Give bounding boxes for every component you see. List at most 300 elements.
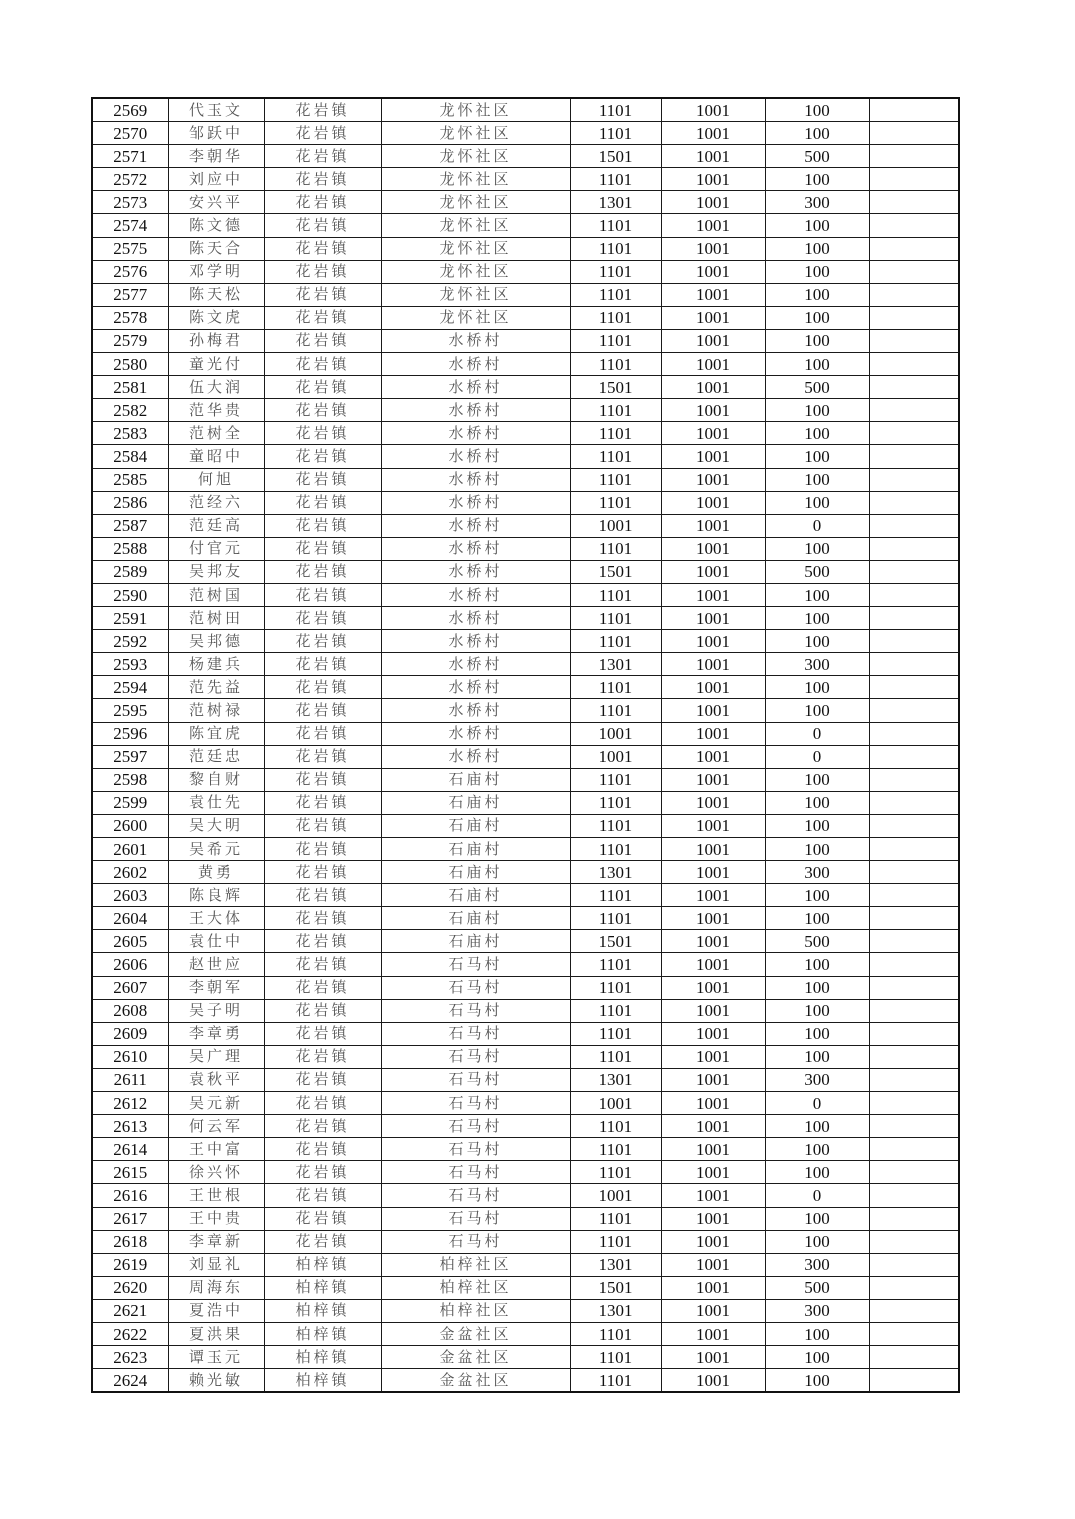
cell-code2: 1001 <box>661 514 765 537</box>
cell-amount: 100 <box>765 306 869 329</box>
table-row <box>92 722 959 745</box>
cell-code2: 1001 <box>661 1207 765 1230</box>
cell-code2: 1001 <box>661 583 765 606</box>
cell-town: 花岩镇 <box>264 1022 381 1045</box>
cell-name: 范树禄 <box>168 699 264 722</box>
cell-town: 花岩镇 <box>264 98 381 122</box>
cell-code2: 1001 <box>661 98 765 122</box>
table-row <box>92 930 959 953</box>
cell-code2: 1001 <box>661 653 765 676</box>
cell-town: 花岩镇 <box>264 260 381 283</box>
cell-remark <box>869 214 959 237</box>
table-row <box>92 630 959 653</box>
table-row <box>92 283 959 306</box>
cell-town: 花岩镇 <box>264 630 381 653</box>
cell-village: 石马村 <box>381 1068 570 1091</box>
cell-remark <box>869 653 959 676</box>
cell-remark <box>869 353 959 376</box>
cell-code1: 1101 <box>570 537 661 560</box>
cell-number: 2622 <box>92 1322 168 1345</box>
cell-name: 吴元新 <box>168 1092 264 1115</box>
cell-remark <box>869 145 959 168</box>
cell-village: 水桥村 <box>381 676 570 699</box>
cell-code2: 1001 <box>661 260 765 283</box>
cell-remark <box>869 237 959 260</box>
cell-amount: 100 <box>765 168 869 191</box>
cell-town: 花岩镇 <box>264 607 381 630</box>
cell-remark <box>869 1022 959 1045</box>
cell-village: 水桥村 <box>381 583 570 606</box>
cell-village: 石马村 <box>381 1184 570 1207</box>
cell-code2: 1001 <box>661 814 765 837</box>
cell-code1: 1101 <box>570 907 661 930</box>
cell-code1: 1101 <box>570 237 661 260</box>
cell-code2: 1001 <box>661 560 765 583</box>
cell-amount: 100 <box>765 1045 869 1068</box>
cell-village: 石马村 <box>381 976 570 999</box>
cell-number: 2603 <box>92 884 168 907</box>
cell-remark <box>869 560 959 583</box>
cell-number: 2569 <box>92 98 168 122</box>
cell-village: 龙怀社区 <box>381 98 570 122</box>
table-row <box>92 1022 959 1045</box>
cell-number: 2623 <box>92 1346 168 1369</box>
cell-village: 石马村 <box>381 953 570 976</box>
cell-town: 花岩镇 <box>264 676 381 699</box>
cell-code1: 1101 <box>570 607 661 630</box>
cell-name: 袁仕先 <box>168 791 264 814</box>
cell-code2: 1001 <box>661 838 765 861</box>
cell-code2: 1001 <box>661 145 765 168</box>
cell-name: 刘显礼 <box>168 1253 264 1276</box>
cell-village: 柏梓社区 <box>381 1253 570 1276</box>
cell-code2: 1001 <box>661 468 765 491</box>
cell-name: 童光付 <box>168 353 264 376</box>
cell-remark <box>869 1045 959 1068</box>
cell-remark <box>869 791 959 814</box>
cell-village: 石庙村 <box>381 861 570 884</box>
cell-number: 2606 <box>92 953 168 976</box>
cell-name: 吴广理 <box>168 1045 264 1068</box>
cell-code1: 1101 <box>570 1138 661 1161</box>
cell-name: 吴希元 <box>168 838 264 861</box>
cell-number: 2620 <box>92 1276 168 1299</box>
cell-remark <box>869 1138 959 1161</box>
cell-number: 2591 <box>92 607 168 630</box>
table-row <box>92 1207 959 1230</box>
cell-code1: 1101 <box>570 353 661 376</box>
cell-name: 吴邦友 <box>168 560 264 583</box>
cell-town: 花岩镇 <box>264 560 381 583</box>
cell-number: 2595 <box>92 699 168 722</box>
cell-amount: 300 <box>765 191 869 214</box>
cell-number: 2582 <box>92 399 168 422</box>
cell-village: 水桥村 <box>381 329 570 352</box>
cell-code2: 1001 <box>661 1068 765 1091</box>
cell-remark <box>869 537 959 560</box>
cell-code2: 1001 <box>661 676 765 699</box>
cell-amount: 100 <box>765 399 869 422</box>
cell-code1: 1101 <box>570 1346 661 1369</box>
cell-number: 2571 <box>92 145 168 168</box>
cell-amount: 500 <box>765 145 869 168</box>
cell-name: 徐兴怀 <box>168 1161 264 1184</box>
cell-name: 赵世应 <box>168 953 264 976</box>
cell-code2: 1001 <box>661 306 765 329</box>
cell-name: 袁秋平 <box>168 1068 264 1091</box>
cell-name: 黄勇 <box>168 861 264 884</box>
cell-code2: 1001 <box>661 329 765 352</box>
cell-number: 2608 <box>92 999 168 1022</box>
cell-name: 孙梅君 <box>168 329 264 352</box>
cell-code1: 1101 <box>570 1207 661 1230</box>
cell-town: 花岩镇 <box>264 399 381 422</box>
cell-number: 2573 <box>92 191 168 214</box>
cell-town: 花岩镇 <box>264 1138 381 1161</box>
cell-village: 石马村 <box>381 999 570 1022</box>
cell-code1: 1101 <box>570 676 661 699</box>
cell-code2: 1001 <box>661 1115 765 1138</box>
cell-code2: 1001 <box>661 1230 765 1253</box>
cell-code1: 1001 <box>570 1184 661 1207</box>
cell-number: 2604 <box>92 907 168 930</box>
cell-amount: 100 <box>765 537 869 560</box>
cell-name: 陈宜虎 <box>168 722 264 745</box>
table-row <box>92 491 959 514</box>
cell-name: 范树国 <box>168 583 264 606</box>
cell-amount: 100 <box>765 491 869 514</box>
cell-remark <box>869 1115 959 1138</box>
cell-remark <box>869 999 959 1022</box>
table-row <box>92 445 959 468</box>
table-row <box>92 514 959 537</box>
cell-remark <box>869 376 959 399</box>
cell-town: 花岩镇 <box>264 1115 381 1138</box>
cell-name: 陈文德 <box>168 214 264 237</box>
cell-code1: 1001 <box>570 745 661 768</box>
cell-village: 龙怀社区 <box>381 237 570 260</box>
cell-number: 2576 <box>92 260 168 283</box>
cell-code1: 1101 <box>570 422 661 445</box>
cell-amount: 0 <box>765 722 869 745</box>
cell-name: 吴邦德 <box>168 630 264 653</box>
cell-code2: 1001 <box>661 191 765 214</box>
cell-name: 范廷忠 <box>168 745 264 768</box>
cell-remark <box>869 607 959 630</box>
cell-amount: 100 <box>765 838 869 861</box>
cell-code1: 1101 <box>570 630 661 653</box>
cell-amount: 100 <box>765 283 869 306</box>
cell-code1: 1101 <box>570 306 661 329</box>
cell-name: 安兴平 <box>168 191 264 214</box>
cell-remark <box>869 861 959 884</box>
cell-name: 王世根 <box>168 1184 264 1207</box>
cell-town: 柏梓镇 <box>264 1369 381 1393</box>
cell-name: 吴大明 <box>168 814 264 837</box>
table-row <box>92 1253 959 1276</box>
cell-code1: 1101 <box>570 329 661 352</box>
cell-remark <box>869 98 959 122</box>
cell-amount: 100 <box>765 260 869 283</box>
table-body <box>92 98 959 1392</box>
cell-village: 水桥村 <box>381 630 570 653</box>
cell-amount: 100 <box>765 814 869 837</box>
cell-code1: 1101 <box>570 98 661 122</box>
cell-village: 水桥村 <box>381 422 570 445</box>
cell-code2: 1001 <box>661 353 765 376</box>
cell-code2: 1001 <box>661 791 765 814</box>
cell-name: 杨建兵 <box>168 653 264 676</box>
cell-town: 花岩镇 <box>264 376 381 399</box>
table-row <box>92 191 959 214</box>
table-row <box>92 1322 959 1345</box>
cell-town: 花岩镇 <box>264 353 381 376</box>
cell-town: 柏梓镇 <box>264 1299 381 1322</box>
cell-name: 黎自财 <box>168 768 264 791</box>
cell-number: 2612 <box>92 1092 168 1115</box>
cell-name: 陈天合 <box>168 237 264 260</box>
cell-code1: 1501 <box>570 145 661 168</box>
table-row <box>92 214 959 237</box>
cell-town: 花岩镇 <box>264 745 381 768</box>
cell-town: 花岩镇 <box>264 537 381 560</box>
cell-name: 邹跃中 <box>168 122 264 145</box>
cell-village: 龙怀社区 <box>381 306 570 329</box>
cell-village: 石马村 <box>381 1115 570 1138</box>
cell-remark <box>869 122 959 145</box>
cell-village: 水桥村 <box>381 491 570 514</box>
cell-code2: 1001 <box>661 768 765 791</box>
table-row <box>92 537 959 560</box>
cell-code1: 1101 <box>570 445 661 468</box>
cell-town: 花岩镇 <box>264 445 381 468</box>
cell-code2: 1001 <box>661 1045 765 1068</box>
cell-code1: 1101 <box>570 1045 661 1068</box>
cell-village: 水桥村 <box>381 722 570 745</box>
cell-number: 2621 <box>92 1299 168 1322</box>
table-row <box>92 376 959 399</box>
cell-village: 龙怀社区 <box>381 214 570 237</box>
cell-number: 2618 <box>92 1230 168 1253</box>
cell-remark <box>869 930 959 953</box>
cell-code2: 1001 <box>661 699 765 722</box>
table-row <box>92 699 959 722</box>
cell-remark <box>869 699 959 722</box>
cell-name: 王中贵 <box>168 1207 264 1230</box>
cell-code1: 1001 <box>570 722 661 745</box>
cell-number: 2574 <box>92 214 168 237</box>
cell-code2: 1001 <box>661 1161 765 1184</box>
cell-amount: 100 <box>765 1369 869 1393</box>
cell-code1: 1101 <box>570 814 661 837</box>
table-row <box>92 353 959 376</box>
cell-amount: 100 <box>765 907 869 930</box>
cell-amount: 0 <box>765 514 869 537</box>
cell-village: 龙怀社区 <box>381 168 570 191</box>
cell-town: 花岩镇 <box>264 907 381 930</box>
cell-remark <box>869 1276 959 1299</box>
cell-number: 2616 <box>92 1184 168 1207</box>
cell-village: 水桥村 <box>381 468 570 491</box>
cell-village: 龙怀社区 <box>381 283 570 306</box>
cell-number: 2614 <box>92 1138 168 1161</box>
cell-number: 2607 <box>92 976 168 999</box>
cell-code1: 1001 <box>570 1092 661 1115</box>
cell-name: 袁仕中 <box>168 930 264 953</box>
table-row <box>92 329 959 352</box>
cell-amount: 500 <box>765 1276 869 1299</box>
cell-code2: 1001 <box>661 722 765 745</box>
cell-remark <box>869 976 959 999</box>
cell-remark <box>869 814 959 837</box>
cell-town: 花岩镇 <box>264 699 381 722</box>
cell-number: 2600 <box>92 814 168 837</box>
table-row <box>92 260 959 283</box>
cell-remark <box>869 1322 959 1345</box>
cell-town: 花岩镇 <box>264 814 381 837</box>
table-row <box>92 399 959 422</box>
cell-town: 花岩镇 <box>264 422 381 445</box>
cell-amount: 100 <box>765 699 869 722</box>
cell-amount: 0 <box>765 1092 869 1115</box>
cell-code2: 1001 <box>661 630 765 653</box>
cell-number: 2615 <box>92 1161 168 1184</box>
cell-code2: 1001 <box>661 999 765 1022</box>
cell-name: 范先益 <box>168 676 264 699</box>
cell-number: 2581 <box>92 376 168 399</box>
cell-code1: 1101 <box>570 122 661 145</box>
table-row <box>92 976 959 999</box>
cell-name: 赖光敏 <box>168 1369 264 1393</box>
cell-village: 水桥村 <box>381 514 570 537</box>
table-row <box>92 791 959 814</box>
cell-code1: 1001 <box>570 514 661 537</box>
cell-town: 花岩镇 <box>264 168 381 191</box>
cell-remark <box>869 583 959 606</box>
cell-village: 金盆社区 <box>381 1369 570 1393</box>
cell-name: 陈良辉 <box>168 884 264 907</box>
cell-code1: 1101 <box>570 768 661 791</box>
cell-code1: 1501 <box>570 930 661 953</box>
cell-number: 2572 <box>92 168 168 191</box>
cell-code2: 1001 <box>661 122 765 145</box>
cell-amount: 100 <box>765 1346 869 1369</box>
cell-amount: 0 <box>765 745 869 768</box>
cell-village: 石马村 <box>381 1045 570 1068</box>
cell-name: 陈天松 <box>168 283 264 306</box>
cell-amount: 100 <box>765 976 869 999</box>
cell-remark <box>869 445 959 468</box>
cell-remark <box>869 745 959 768</box>
cell-village: 柏梓社区 <box>381 1276 570 1299</box>
table-row <box>92 98 959 122</box>
cell-code1: 1301 <box>570 191 661 214</box>
table-row <box>92 607 959 630</box>
table-row <box>92 237 959 260</box>
table-row <box>92 1068 959 1091</box>
cell-village: 水桥村 <box>381 560 570 583</box>
cell-amount: 100 <box>765 1115 869 1138</box>
cell-town: 花岩镇 <box>264 237 381 260</box>
cell-remark <box>869 838 959 861</box>
cell-amount: 300 <box>765 861 869 884</box>
cell-number: 2610 <box>92 1045 168 1068</box>
cell-code1: 1501 <box>570 1276 661 1299</box>
cell-remark <box>869 1161 959 1184</box>
cell-amount: 300 <box>765 1068 869 1091</box>
table-row <box>92 560 959 583</box>
cell-remark <box>869 907 959 930</box>
cell-code1: 1101 <box>570 1322 661 1345</box>
cell-amount: 0 <box>765 1184 869 1207</box>
cell-town: 花岩镇 <box>264 653 381 676</box>
cell-town: 花岩镇 <box>264 791 381 814</box>
cell-village: 石庙村 <box>381 884 570 907</box>
cell-village: 石庙村 <box>381 768 570 791</box>
cell-town: 花岩镇 <box>264 838 381 861</box>
table-row <box>92 768 959 791</box>
cell-amount: 500 <box>765 560 869 583</box>
cell-amount: 500 <box>765 930 869 953</box>
cell-amount: 100 <box>765 1207 869 1230</box>
cell-code1: 1101 <box>570 884 661 907</box>
cell-name: 童昭中 <box>168 445 264 468</box>
table-row <box>92 468 959 491</box>
cell-town: 柏梓镇 <box>264 1346 381 1369</box>
cell-remark <box>869 1184 959 1207</box>
cell-town: 花岩镇 <box>264 1092 381 1115</box>
table-row <box>92 1045 959 1068</box>
cell-town: 花岩镇 <box>264 953 381 976</box>
cell-village: 金盆社区 <box>381 1322 570 1345</box>
cell-code1: 1101 <box>570 1230 661 1253</box>
cell-number: 2589 <box>92 560 168 583</box>
cell-code2: 1001 <box>661 907 765 930</box>
cell-town: 花岩镇 <box>264 191 381 214</box>
cell-amount: 100 <box>765 353 869 376</box>
cell-town: 柏梓镇 <box>264 1322 381 1345</box>
cell-amount: 100 <box>765 468 869 491</box>
table-row <box>92 907 959 930</box>
cell-amount: 100 <box>765 999 869 1022</box>
cell-town: 花岩镇 <box>264 583 381 606</box>
table-row <box>92 1369 959 1393</box>
cell-name: 范树全 <box>168 422 264 445</box>
table-row <box>92 884 959 907</box>
cell-amount: 100 <box>765 1230 869 1253</box>
cell-remark <box>869 1068 959 1091</box>
cell-name: 李章勇 <box>168 1022 264 1045</box>
cell-amount: 500 <box>765 376 869 399</box>
cell-code2: 1001 <box>661 399 765 422</box>
table-row <box>92 122 959 145</box>
table-row <box>92 1161 959 1184</box>
cell-code1: 1101 <box>570 838 661 861</box>
cell-town: 柏梓镇 <box>264 1276 381 1299</box>
cell-amount: 100 <box>765 329 869 352</box>
table-row <box>92 1092 959 1115</box>
cell-name: 李章新 <box>168 1230 264 1253</box>
cell-town: 花岩镇 <box>264 930 381 953</box>
cell-code1: 1101 <box>570 468 661 491</box>
cell-village: 龙怀社区 <box>381 122 570 145</box>
cell-code1: 1101 <box>570 260 661 283</box>
cell-number: 2586 <box>92 491 168 514</box>
cell-name: 范华贵 <box>168 399 264 422</box>
cell-name: 范经六 <box>168 491 264 514</box>
cell-number: 2597 <box>92 745 168 768</box>
cell-town: 花岩镇 <box>264 884 381 907</box>
